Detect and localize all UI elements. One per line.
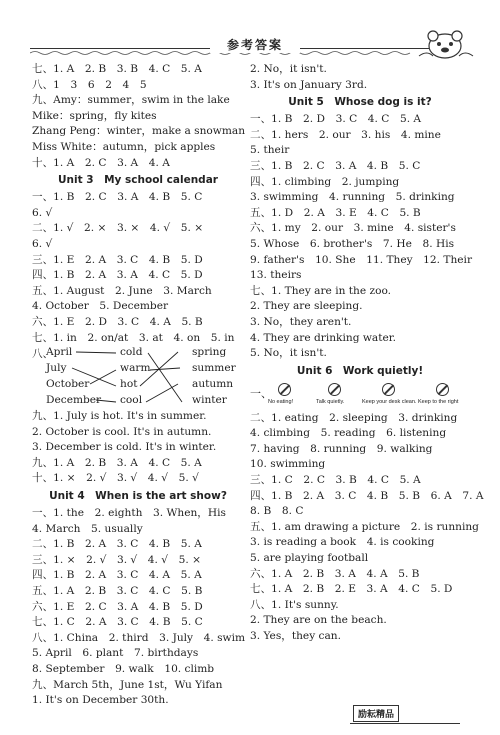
answer-line: 三、1. E 2. A 3. C 4. B 5. D — [32, 253, 203, 266]
answer-line: 二、1. √ 2. × 3. × 4. √ 5. × — [32, 222, 204, 235]
answer-line: 三、1. C 2. C 3. B 4. C 5. A — [250, 474, 421, 487]
signs-exercise — [250, 381, 470, 411]
unit5-title: Unit 5 Whose dog is it? — [288, 96, 432, 109]
answer-line: 三、1. B 2. C 3. A 4. B 5. C — [250, 159, 421, 172]
left-column — [32, 62, 244, 709]
answer-line: 四、1. B 2. A 3. A 4. C 5. D — [32, 269, 203, 282]
answer-line: 七、1. C 2. A 3. C 4. B 5. C — [32, 616, 203, 629]
page-title: 参考答案 — [210, 36, 300, 53]
answer-line: 五、1. August 2. June 3. March — [32, 284, 212, 297]
signs-prefix: 一、 — [250, 386, 272, 400]
answer-line: 六、1. E 2. D 3. C 4. A 5. B — [32, 315, 203, 328]
answer-line: 2. No，it isn't. — [250, 63, 327, 75]
match-middle-word: cold — [120, 346, 143, 359]
sign-caption: No eating! — [268, 398, 294, 405]
sign-caption: Keep to the right — [418, 398, 459, 405]
answer-line: 5. No，it isn't. — [250, 347, 327, 360]
answer-line: 六、1. my 2. our 3. mine 4. sister's — [250, 222, 456, 235]
answer-line: 4. March 5. usually — [32, 522, 143, 535]
answer-line: 四、1. B 2. A 3. C 4. A 5. A — [32, 569, 202, 582]
answer-line: 八、1. It's sunny. — [250, 598, 339, 611]
answer-line: Miss White：autumn，pick apples — [32, 140, 216, 153]
answer-line: 5. Whose 6. brother's 7. He 8. His — [250, 237, 455, 250]
clean-desk-sign-icon — [382, 383, 395, 396]
answer-line: 3. swimming 4. running 5. drinking — [250, 191, 455, 204]
answer-line: 二、1. eating 2. sleeping 3. drinking — [250, 411, 458, 424]
answer-line: 五、1. am drawing a picture 2. is running — [250, 520, 479, 533]
answer-line: 3. is reading a book 4. is cooking — [250, 536, 435, 549]
match-left-word: April — [46, 346, 73, 359]
answer-line: 4. climbing 5. reading 6. listening — [250, 427, 447, 440]
answer-line: 九、March 5th，June 1st，Wu Yifan — [32, 678, 223, 691]
answer-line: 13. theirs — [250, 269, 302, 282]
match-right-word: winter — [192, 394, 227, 407]
answer-line: 5. April 6. plant 7. birthdays — [32, 647, 199, 660]
no-eating-sign-icon — [278, 383, 291, 396]
sign-caption: Talk quietly. — [316, 398, 345, 405]
answer-line: 四、1. climbing 2. jumping — [250, 175, 400, 188]
answer-line: 八、1. China 2. third 3. July 4. swim — [32, 631, 246, 644]
match-left-word: July — [46, 362, 67, 375]
answer-line: 9. father's 10. She 11. They 12. Their — [250, 253, 473, 266]
answer-line: 一、1. the 2. eighth 3. When，His — [32, 507, 226, 520]
answer-line: 6. √ — [32, 206, 53, 219]
answer-line: 二、1. B 2. A 3. C 4. B 5. A — [32, 538, 202, 551]
answer-line: Mike：spring，fly kites — [32, 109, 157, 122]
match-middle-word: hot — [120, 378, 138, 391]
answer-line: 二、1. hers 2. our 3. his 4. mine — [250, 128, 441, 141]
answer-line: 2. October is cool. It's in autumn. — [32, 425, 212, 438]
answer-line: 2. They are sleeping. — [250, 300, 363, 313]
unit6-title: Unit 6 Work quietly! — [296, 364, 424, 377]
unit4-title: Unit 4 When is the art show? — [49, 490, 227, 503]
right-column — [250, 62, 484, 645]
match-middle-word: cool — [120, 394, 143, 407]
answer-line: 8. September 9. walk 10. climb — [32, 663, 215, 675]
match-right-word: spring — [192, 346, 227, 359]
answer-line: 十、1. A 2. C 3. A 4. A — [32, 156, 170, 169]
answer-line: 1. It's on December 30th. — [32, 694, 169, 707]
answer-line: 6. √ — [32, 237, 53, 250]
page-header — [30, 30, 460, 60]
match-right-word: summer — [192, 362, 236, 375]
unit3-title: Unit 3 My school calendar — [58, 174, 218, 187]
answer-line: 七、1. A 2. B 2. E 3. A 4. C 5. D — [250, 583, 453, 596]
matching-exercise — [32, 346, 244, 409]
mascot-icon — [415, 30, 475, 62]
answer-line: 四、1. B 2. A 3. C 4. B 5. B 6. A 7. A — [250, 489, 484, 502]
sign-caption: Keep your desk clean. — [362, 398, 417, 405]
answer-line: 六、1. A 2. B 3. A 4. A 5. B — [250, 567, 420, 580]
keep-right-sign-icon — [436, 383, 449, 396]
answer-line: 5. their — [250, 144, 290, 157]
answer-line: 一、1. B 2. C 3. A 4. B 5. C — [32, 191, 203, 204]
series-label: 励耘精品 — [353, 705, 399, 722]
answer-line: 八、1 3 6 2 4 5 — [32, 78, 147, 91]
match-prefix: 八、 — [32, 348, 54, 361]
answer-line: 九、Amy：summer，swim in the lake — [32, 94, 230, 107]
answer-line: Zhang Peng：winter，make a snowman — [32, 125, 246, 138]
match-middle-word: warm — [120, 362, 151, 375]
answer-line: 7. having 8. running 9. walking — [250, 442, 433, 455]
answer-line: 七、1. A 2. B 3. B 4. C 5. A — [32, 63, 202, 75]
answer-line: 九、1. A 2. B 3. A 4. C 5. A — [32, 456, 202, 469]
talk-quietly-sign-icon — [328, 383, 341, 396]
answer-line: 一、1. B 2. D 3. C 4. C 5. A — [250, 113, 422, 126]
answer-line: 五、1. A 2. B 3. C 4. C 5. B — [32, 585, 203, 598]
answer-line: 3. December is cold. It's in winter. — [32, 441, 217, 454]
answer-line: 10. swimming — [250, 458, 326, 471]
answer-line: 4. They are drinking water. — [250, 331, 397, 344]
answer-line: 九、1. July is hot. It's in summer. — [32, 410, 207, 423]
answer-line: 三、1. × 2. √ 3. √ 4. √ 5. × — [32, 553, 201, 566]
match-right-word: autumn — [192, 378, 234, 391]
answer-line: 七、1. They are in the zoo. — [250, 284, 392, 297]
answer-line: 十、1. × 2. √ 3. √ 4. √ 5. √ — [32, 472, 199, 485]
answer-line: 3. It's on January 3rd. — [250, 78, 368, 91]
answer-line: 4. October 5. December — [32, 300, 169, 313]
answer-line: 3. No，they aren't. — [250, 315, 352, 328]
page-footer — [350, 703, 460, 724]
answer-line: 8. B 8. C — [250, 505, 304, 518]
match-left-word: December — [46, 394, 102, 407]
answer-line: 六、1. E 2. C 3. A 4. B 5. D — [32, 600, 203, 613]
answer-line: 3. Yes，they can. — [250, 630, 341, 642]
answer-line: 5. are playing football — [250, 552, 369, 565]
match-left-word: October — [46, 378, 90, 391]
answer-line: 五、1. D 2. A 3. E 4. C 5. B — [250, 206, 421, 219]
answer-line: 七、1. in 2. on/at 3. at 4. on 5. in — [32, 331, 235, 344]
answer-line: 2. They are on the beach. — [250, 614, 387, 627]
